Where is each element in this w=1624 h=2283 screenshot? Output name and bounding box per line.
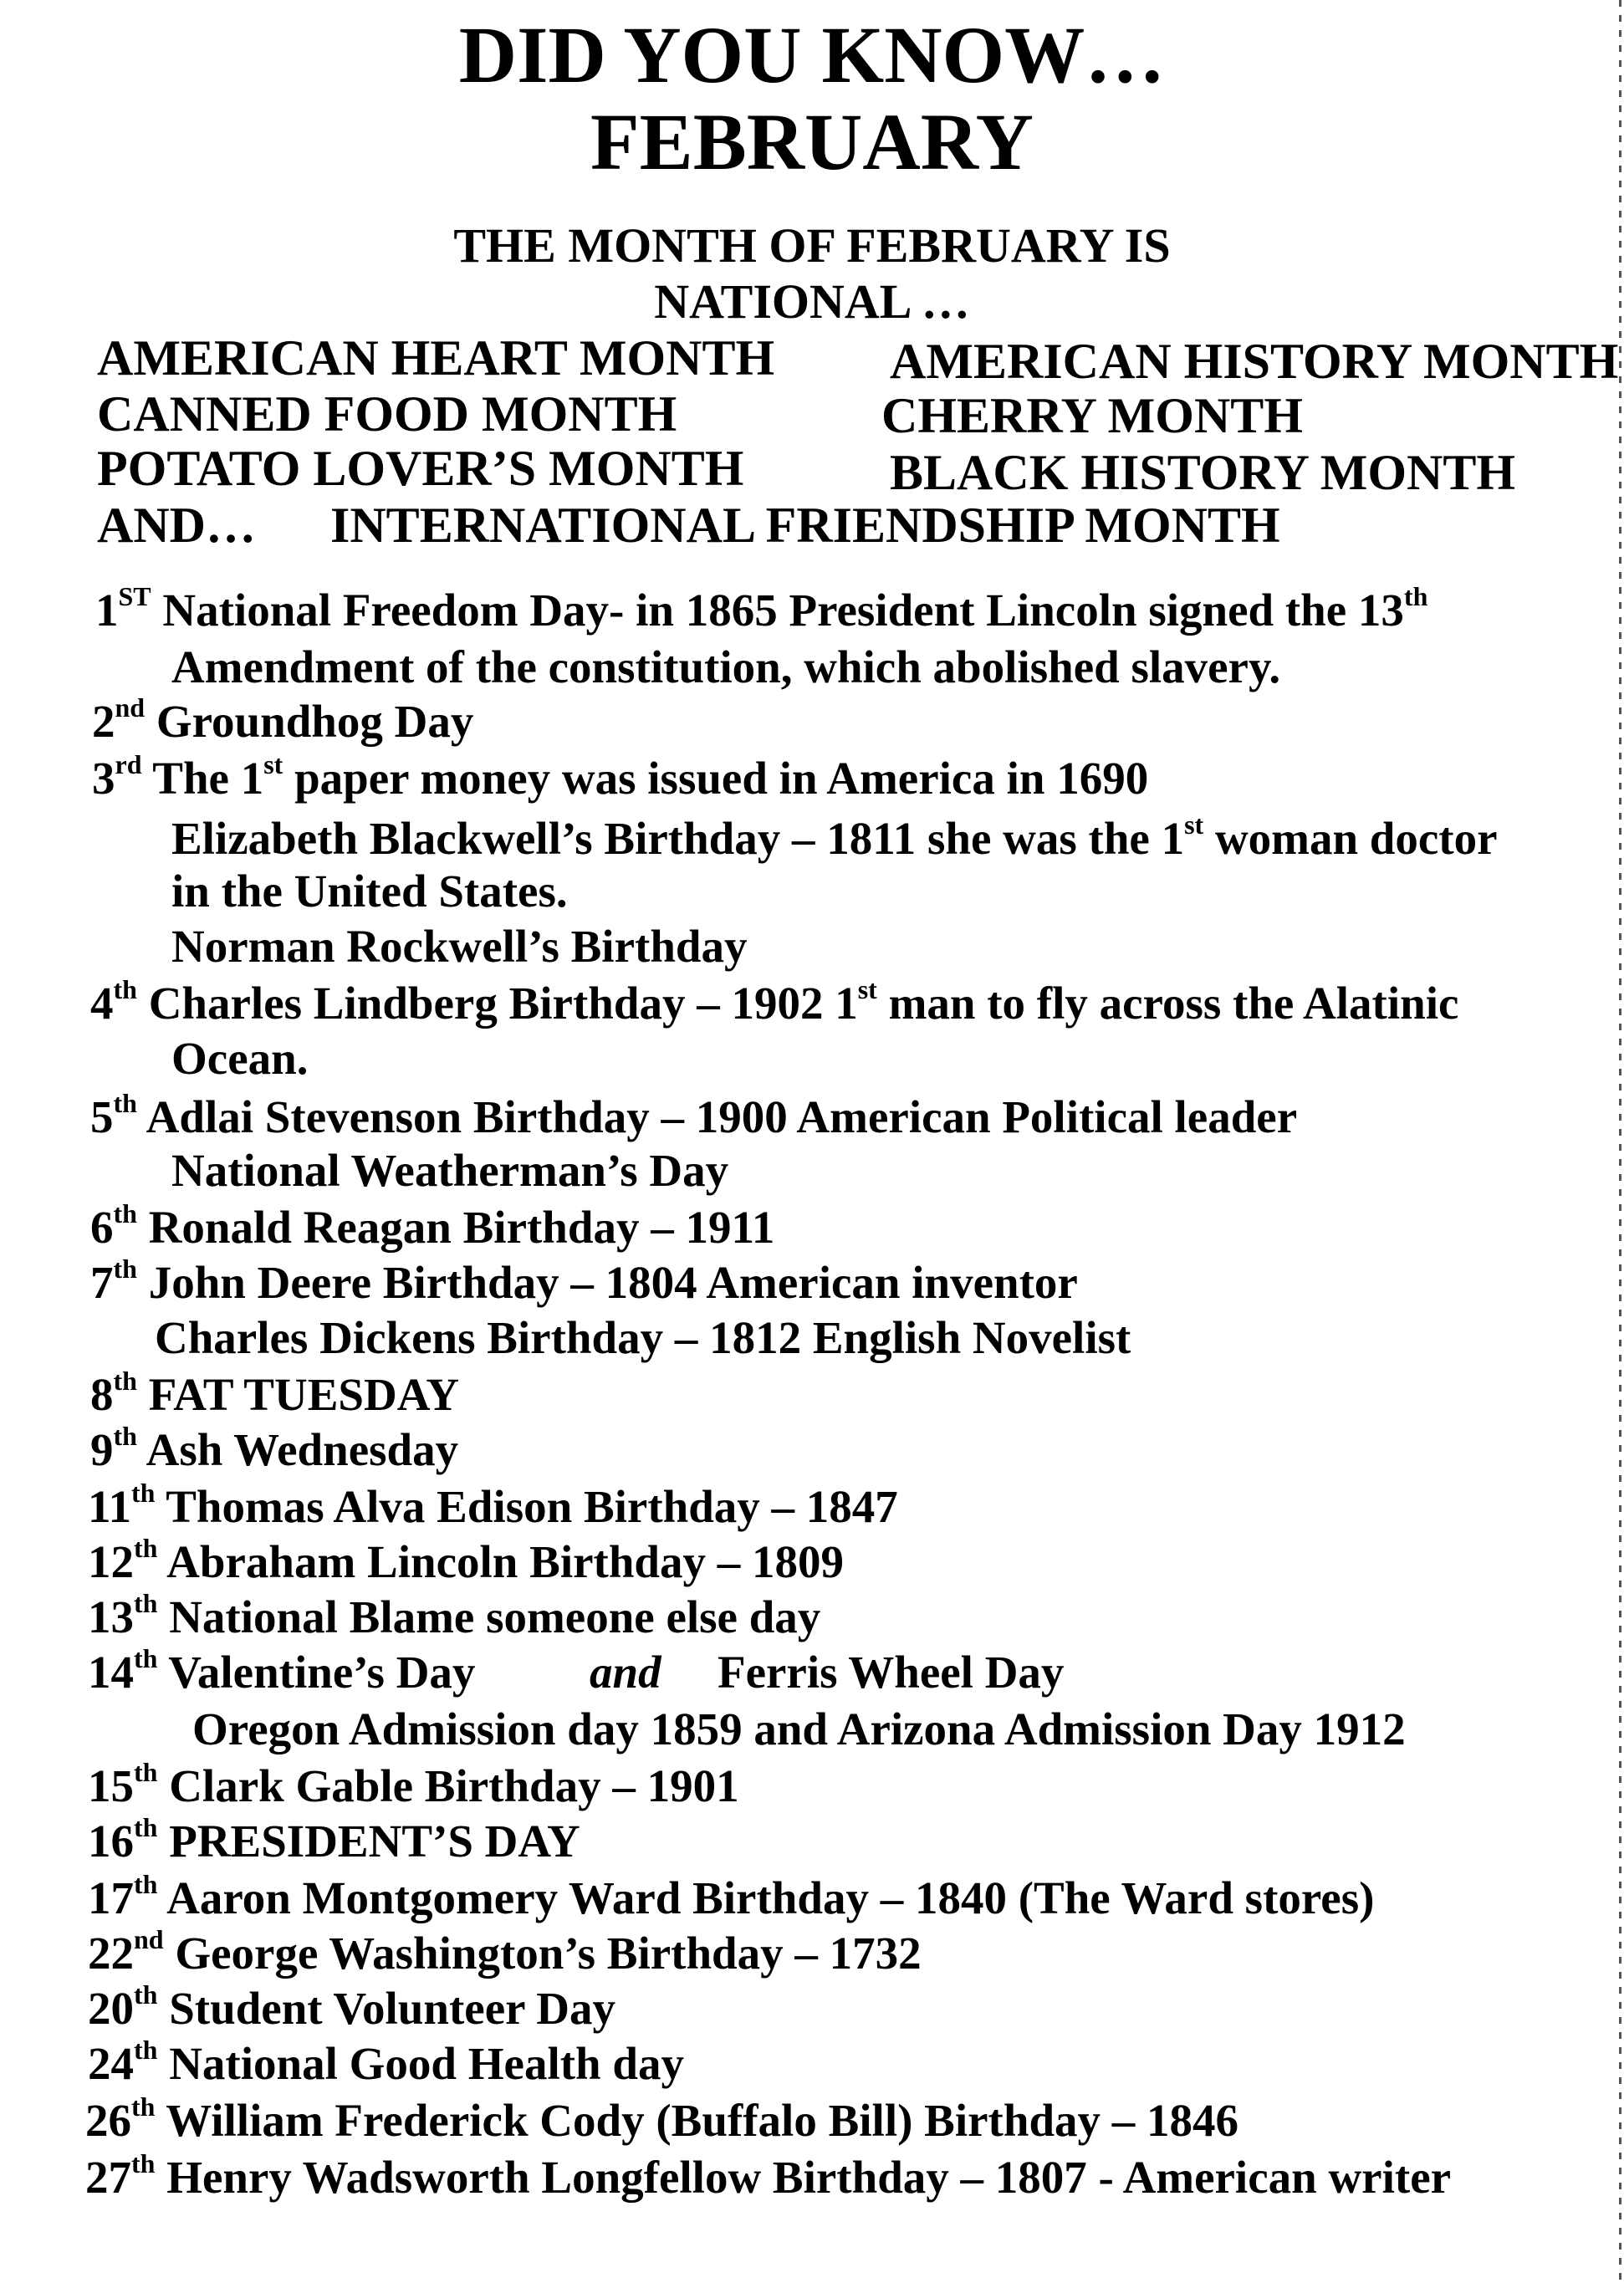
day-number: 24 (88, 2038, 134, 2089)
day-text: Thomas Alva Edison Birthday – 1847 (166, 1481, 898, 1532)
page-title: DID YOU KNOW… (458, 10, 1166, 100)
day-text: William Frederick Cody (Buffalo Bill) Birthday – 1846 (166, 2095, 1239, 2146)
day-entry-5 (90, 1088, 1298, 1142)
day-suffix: ST (118, 581, 151, 611)
day-suffix: th (113, 1366, 137, 1396)
day-number: 26 (85, 2095, 131, 2146)
day-text: Aaron Montgomery Ward Birthday – 1840 (The Ward stores) (166, 1872, 1375, 1923)
day-number: 3 (92, 753, 115, 804)
day-entry-27 (85, 2148, 1452, 2203)
day-number: 6 (90, 1202, 114, 1253)
day-text: George Washington’s Birthday – 1732 (175, 1928, 922, 1979)
day-text: National Blame someone else day (169, 1591, 821, 1642)
month-international-friendship: INTERNATIONAL FRIENDSHIP MONTH (330, 498, 1280, 553)
day-number: 16 (88, 1816, 134, 1867)
day-entry-3-line-4: Norman Rockwell’s Birthday (171, 921, 748, 972)
day-number: 8 (90, 1369, 114, 1420)
day-text: woman doctor (1214, 813, 1498, 864)
day-entry-4-continued: Ocean. (171, 1033, 309, 1084)
month-black-history: BLACK HISTORY MONTH (890, 445, 1516, 500)
day-text: Adlai Stevenson Birthday – 1900 American Political leader (146, 1091, 1298, 1142)
day-text: paper money was issued in America in 1690 (294, 753, 1149, 804)
day-entry-11 (88, 1478, 898, 1532)
day-number: 20 (88, 1983, 134, 2034)
day-text: Student Volunteer Day (169, 1983, 616, 2034)
day-text: Valentine’s Day (168, 1647, 476, 1698)
day-entry-14-and: and (590, 1647, 661, 1698)
day-suffix: th (113, 1254, 137, 1284)
month-potato-lover: POTATO LOVER’S MONTH (97, 441, 744, 496)
day-entry-8 (90, 1366, 460, 1420)
day-suffix: th (131, 2148, 156, 2178)
day-entry-6 (90, 1198, 775, 1253)
day-text: PRESIDENT’S DAY (169, 1816, 580, 1867)
month-cherry: CHERRY MONTH (881, 388, 1303, 443)
day-text: Elizabeth Blackwell’s Birthday – 1811 she was the 1 (171, 813, 1185, 864)
day-entry-26 (85, 2091, 1239, 2146)
day-number: 5 (90, 1091, 114, 1142)
day-suffix: th (134, 1533, 158, 1563)
day-suffix: th (134, 1757, 158, 1787)
day-entry-16 (88, 1812, 580, 1867)
day-entry-20 (88, 1979, 616, 2034)
day-text: The 1 (152, 753, 264, 804)
day-number: 13 (88, 1591, 134, 1642)
day-number: 22 (88, 1928, 134, 1979)
month-canned-food: CANNED FOOD MONTH (97, 386, 677, 442)
day-entry-22 (88, 1924, 922, 1979)
day-entry-12 (88, 1533, 844, 1587)
day-suffix: th (113, 1421, 137, 1451)
day-suffix: th (134, 1588, 158, 1618)
day-number: 11 (88, 1481, 131, 1532)
ordinal-suffix: th (1403, 581, 1428, 611)
day-suffix: th (130, 1478, 156, 1508)
day-suffix: th (134, 1869, 158, 1899)
day-entry-3-line-3: in the United States. (171, 866, 568, 917)
day-entry-14-ferris: Ferris Wheel Day (718, 1647, 1065, 1698)
day-text: Henry Wadsworth Longfellow Birthday – 1807 - American writer (166, 2152, 1452, 2203)
page-subtitle-month: FEBRUARY (590, 97, 1034, 186)
day-text: John Deere Birthday – 1804 American inventor (148, 1257, 1078, 1308)
day-number: 7 (90, 1257, 114, 1308)
day-suffix: th (131, 2091, 156, 2122)
day-number: 12 (88, 1536, 134, 1587)
day-text: Ash Wednesday (146, 1424, 459, 1475)
day-text: National Good Health day (169, 2038, 684, 2089)
day-text: National Freedom Day- in 1865 President Lincoln signed the 13 (162, 585, 1404, 636)
day-entry-15 (88, 1757, 739, 1811)
month-american-history: AMERICAN HISTORY MONTH (890, 334, 1619, 389)
day-suffix: th (113, 1088, 137, 1118)
day-entry-1-continued: Amendment of the constitution, which abolished slavery. (171, 641, 1281, 692)
intro-line-2: NATIONAL … (654, 274, 970, 329)
day-number: 27 (85, 2152, 131, 2203)
day-entry-14-continued: Oregon Admission day 1859 and Arizona Admission Day 1912 (192, 1703, 1406, 1754)
day-text: Abraham Lincoln Birthday – 1809 (166, 1536, 844, 1587)
day-entry-17 (88, 1869, 1375, 1923)
day-entry-2 (92, 692, 474, 747)
day-text: Groundhog Day (156, 696, 474, 747)
day-text: FAT TUESDAY (148, 1369, 460, 1420)
day-entry-9 (90, 1421, 459, 1475)
day-suffix: th (134, 1812, 158, 1842)
day-number: 1 (95, 585, 119, 636)
day-suffix: th (113, 974, 137, 1004)
day-text: man to fly across the Alatinic (888, 978, 1459, 1029)
day-suffix: rd (115, 749, 142, 779)
day-suffix: nd (115, 692, 146, 723)
day-number: 9 (90, 1424, 114, 1475)
day-entry-5-continued: National Weatherman’s Day (171, 1145, 729, 1196)
ordinal-suffix: st (263, 749, 283, 779)
day-number: 4 (90, 978, 114, 1029)
day-suffix: th (134, 2035, 158, 2065)
ordinal-suffix: st (857, 974, 877, 1004)
day-entry-3 (92, 749, 1149, 804)
day-entry-14 (88, 1643, 476, 1698)
day-suffix: th (113, 1198, 137, 1228)
day-suffix: th (134, 1979, 158, 2010)
day-number: 15 (88, 1760, 134, 1811)
intro-line-1: THE MONTH OF FEBRUARY IS (453, 218, 1171, 273)
day-entry-7 (90, 1254, 1078, 1308)
month-american-heart: AMERICAN HEART MONTH (97, 330, 775, 386)
month-and-label: AND… (97, 498, 256, 553)
day-text: Ronald Reagan Birthday – 1911 (148, 1202, 775, 1253)
day-entry-7-continued: Charles Dickens Birthday – 1812 English Novelist (155, 1312, 1131, 1363)
day-suffix: th (134, 1643, 158, 1673)
day-entry-24 (88, 2035, 684, 2089)
day-text: Clark Gable Birthday – 1901 (169, 1760, 739, 1811)
day-entry-13 (88, 1588, 821, 1642)
day-number: 14 (88, 1647, 134, 1698)
ordinal-suffix: st (1184, 810, 1204, 840)
day-number: 17 (88, 1872, 134, 1923)
day-entry-3-line-2 (171, 810, 1498, 864)
scan-edge-artifact (1619, 0, 1621, 2283)
day-text: Charles Lindberg Birthday – 1902 1 (148, 978, 858, 1029)
day-suffix: nd (134, 1924, 164, 1954)
day-entry-4 (90, 974, 1459, 1029)
day-entry-1 (95, 581, 1428, 636)
day-number: 2 (92, 696, 115, 747)
